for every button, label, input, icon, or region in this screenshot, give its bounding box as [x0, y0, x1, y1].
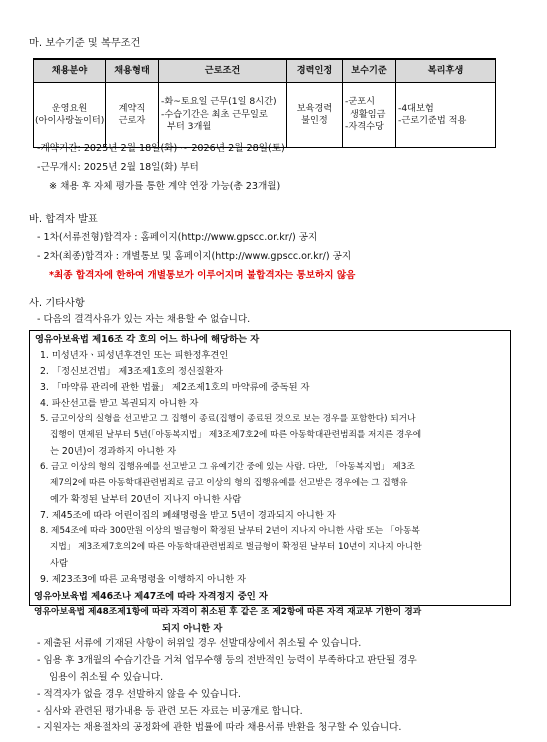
cell-type — [106, 83, 159, 148]
cell-field — [34, 83, 106, 148]
cell-text: 불인정 — [301, 115, 328, 126]
cell-text: -근로기준법 적용 — [398, 115, 467, 126]
header-field: 채용분야 — [34, 59, 106, 83]
contract-period: -계약기간: 2025년 2월 18일(화) ~ 2026년 2월 28일(토) — [37, 143, 285, 154]
first-round-notice: - 1차(서류전형)합격자 : 홈페이지(http://www.gpscc.or.kr/) 공지 — [37, 232, 318, 243]
box-footer-2b: 되지 아니한 자 — [162, 623, 223, 634]
note-item: - 제출된 서류에 기재된 사항이 허위일 경우 선발대상에서 취소될 수 있습니다. — [37, 638, 362, 649]
disqualification-intro: - 다음의 결격사유가 있는 자는 채용할 수 없습니다. — [37, 314, 251, 325]
cell-text: 부터 3개월 — [167, 121, 212, 133]
disqualification-item: 7. 제45조에 따라 어린이집의 폐쇄명령을 받고 5년이 경과되지 아니한 자 — [40, 510, 336, 521]
section-ba-title: 바. 합격자 발표 — [29, 214, 98, 225]
note-item: - 임용 후 3개월의 수습기간을 거쳐 업무수행 등의 전반적인 능력이 부족하다고 판단될 경우 — [37, 655, 417, 666]
section-sa-title: 사. 기타사항 — [29, 298, 85, 309]
cell-text: 계약직 — [118, 102, 146, 114]
disqualification-item: 1. 미성년자ㆍ피성년후견인 또는 피한정후견인 — [40, 350, 229, 361]
disqualification-item: 제7의2에 따른 아동학대관련범죄로 금고 이상의 형의 집행유예를 선고받은 경우에는 그 집행유 — [50, 478, 408, 488]
disqualification-item: 2. 「정신보건법」 제3조제1호의 정신질환자 — [40, 366, 223, 377]
disqualification-box — [29, 330, 511, 606]
final-round-notice: - 2차(최종)합격자 : 개별통보 및 홈페이지(http://www.gpscc.or.kr/) 공지 — [37, 251, 352, 262]
header-pay: 보수기준 — [343, 59, 396, 83]
cell-pay — [343, 83, 396, 148]
header-career: 경력인정 — [287, 59, 343, 83]
cell-conditions — [159, 83, 287, 148]
cell-text: 근로자 — [118, 115, 146, 126]
note-item: - 심사와 관련된 평가내용 등 관련 모든 자료는 비공개로 합니다. — [37, 706, 303, 717]
header-conditions: 근로조건 — [159, 59, 287, 83]
disqualification-item: 4. 파산선고를 받고 복권되지 아니한 자 — [40, 398, 199, 409]
note-item: 임용이 취소될 수 있습니다. — [49, 672, 164, 683]
cell-text: 보육경력 — [296, 102, 333, 114]
cell-welfare — [396, 83, 496, 148]
disqualification-item: 는 20년)이 경과하지 아니한 자 — [50, 446, 177, 457]
box-heading: 영유아보육법 제16조 각 호의 어느 하나에 해당하는 자 — [35, 334, 260, 345]
disqualification-item: 8. 제54조에 따라 300만원 이상의 벌금형이 확정된 날부터 2년이 지나지 아니한 사람 또는 「아동복 — [40, 526, 420, 536]
final-notice-warning: *최종 합격자에 한하여 개별통보가 이루어지며 불합격자는 통보하지 않음 — [49, 270, 356, 281]
disqualification-item: 지법」 제3조제7호의2에 따른 아동학대관련범죄로 벌금형이 확정된 날부터 10년이 지나지 아니한 — [50, 542, 422, 552]
note-item: - 적격자가 없을 경우 선발하지 않을 수 있습니다. — [37, 689, 241, 700]
cell-text: -화~토요일 근무(1일 8시간) — [161, 96, 277, 108]
disqualification-item: 6. 금고 이상의 형의 집행유예를 선고받고 그 유예기간 중에 있는 사람. 다만, 「아동복지법」 제3조 — [40, 462, 415, 472]
cell-text: -4대보험 — [398, 102, 434, 114]
cell-career — [287, 83, 343, 148]
work-start: -근무개시: 2025년 2월 18일(화) 부터 — [37, 162, 199, 173]
cell-text: -군포시 — [345, 96, 375, 108]
cell-text: 생활임금 — [350, 108, 386, 120]
note-item: - 지원자는 채용절차의 공정화에 관한 법률에 따라 채용서류 반환을 청구할 수 있습니다. — [37, 722, 402, 733]
table-header-row — [34, 59, 496, 83]
cell-text: -자격수당 — [345, 121, 384, 133]
disqualification-item: 5. 금고이상의 실형을 선고받고 그 집행이 종료(집행이 종료된 것으로 보는 경우를 포함한다) 되거나 — [40, 414, 416, 424]
section-ma-title: 마. 보수기준 및 복무조건 — [29, 38, 141, 49]
table-row — [34, 83, 496, 148]
disqualification-item: 집행이 면제된 날부터 5년(「아동복지법」 제3조제7호2에 따른 아동학대관련범죄를 저지른 경우에 — [50, 430, 422, 440]
header-welfare: 복리후생 — [396, 59, 496, 83]
cell-text: 운영요원 — [51, 102, 88, 114]
box-footer-1: 영유아보육법 제46조나 제47조에 따라 자격정지 중인 자 — [34, 591, 268, 602]
box-footer-2a: 영유아보육법 제48조제1항에 따라 자격이 취소된 후 같은 조 제2항에 따른 자격 재교부 기한이 경과 — [34, 607, 422, 617]
disqualification-item: 3. 「마약류 관리에 관한 법률」 제2조제1호의 마약류에 중독된 자 — [40, 382, 310, 393]
disqualification-item: 사람 — [50, 558, 68, 569]
disqualification-item: 9. 제23조3에 따른 교육명령을 이행하지 아니한 자 — [40, 574, 247, 585]
disqualification-item: 예가 확정된 날부터 20년이 지나지 아니한 사람 — [50, 494, 242, 505]
conditions-table — [33, 58, 496, 148]
cell-text: -수습기간은 최초 근무일로 — [161, 108, 268, 120]
cell-text: (아이사랑놀이터) — [35, 115, 105, 126]
header-type: 채용형태 — [106, 59, 159, 83]
extension-note: ※ 채용 후 자체 평가를 통한 계약 연장 가능(총 23개월) — [49, 181, 281, 192]
